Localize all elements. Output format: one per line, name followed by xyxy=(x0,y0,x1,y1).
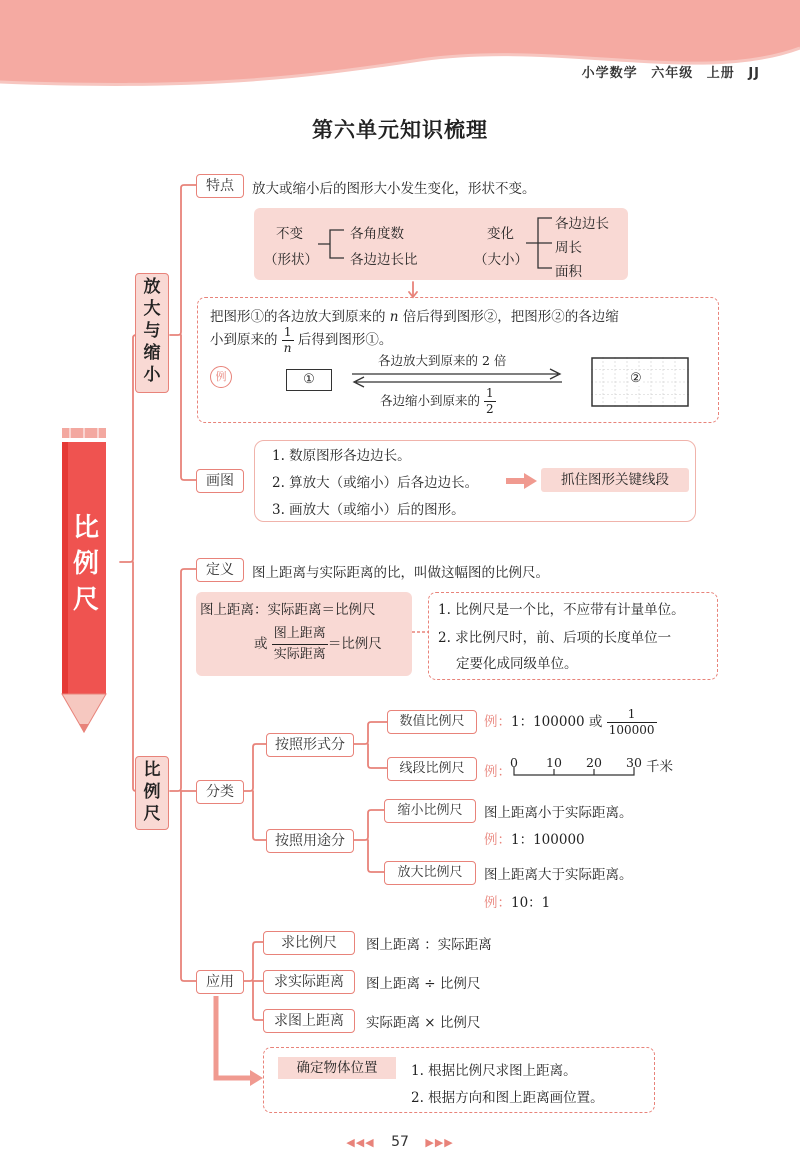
note-1: 1. 比例尺是一个比，不应带有计量单位。 xyxy=(438,602,685,618)
tick-30: 30 xyxy=(626,755,642,770)
formula-line-1: 图上距离：实际距离＝比例尺 xyxy=(200,602,376,618)
find-actual-distance-tag: 求实际距离 xyxy=(263,970,355,994)
page-number-value: 57 xyxy=(391,1134,409,1150)
reduce-scale-text: 图上距离小于实际距离。 xyxy=(484,805,633,821)
text: 小到原来的 xyxy=(210,332,278,348)
find-scale-tag: 求比例尺 xyxy=(263,931,355,955)
volume: 上册 xyxy=(706,66,735,81)
key-point-badge: 抓住图形关键线段 xyxy=(541,468,689,492)
text: 或 xyxy=(588,714,603,730)
changed-label: 变化 xyxy=(487,226,514,242)
text: 后得到图形①。 xyxy=(297,332,393,348)
text: 或 xyxy=(254,636,268,652)
bracket xyxy=(524,214,554,272)
label-char: 尺 xyxy=(143,804,161,824)
pencil-char-2: 例 xyxy=(72,549,99,579)
example-value: 10：1 xyxy=(511,895,551,911)
changed-item-3: 面积 xyxy=(555,264,582,280)
label-char: 例 xyxy=(143,782,161,802)
feature-text: 放大或缩小后的图形大小发生变化，形状不变。 xyxy=(252,181,536,197)
enlarge-scale-text: 图上距离大于实际距离。 xyxy=(484,867,633,883)
enlarge-scale-example xyxy=(484,891,550,911)
label-char: 放 xyxy=(143,277,161,297)
example-mark: 例 xyxy=(210,366,232,388)
section-scale-label xyxy=(135,756,169,830)
note-2b: 定要化成同级单位。 xyxy=(456,656,578,672)
label-char: 比 xyxy=(143,760,161,780)
draw-step-3: 3. 画放大（或缩小）后的图形。 xyxy=(272,502,465,518)
example-value: 1：100000 xyxy=(511,832,585,848)
draw-step-2: 2. 算放大（或缩小）后各边边长。 xyxy=(272,475,479,491)
position-badge: 确定物体位置 xyxy=(278,1057,396,1079)
changed-sub: （大小） xyxy=(474,252,528,268)
left-arrows-icon: ◀◀◀ xyxy=(346,1136,375,1149)
tick-0: 0 xyxy=(510,755,518,770)
example-mark: 例： xyxy=(484,832,511,848)
denominator: n xyxy=(283,341,292,355)
find-map-distance-tag: 求图上距离 xyxy=(263,1009,355,1033)
apply-tag: 应用 xyxy=(196,970,244,994)
edition: JJ xyxy=(748,66,760,81)
section-enlarge-reduce-label xyxy=(135,273,169,393)
example-line-1 xyxy=(210,305,619,325)
numerator: 图上距离 xyxy=(272,624,328,645)
numeric-example xyxy=(484,702,657,742)
enlarge-arrow-text: 各边放大到原来的 2 倍 xyxy=(378,353,507,368)
label-char: 小 xyxy=(143,365,161,385)
by-form-tag: 按照形式分 xyxy=(266,733,354,757)
bracket xyxy=(316,226,346,262)
right-arrows-icon: ▶▶▶ xyxy=(425,1136,454,1149)
example-mark: 例： xyxy=(484,714,511,730)
unchanged-item-1: 各角度数 xyxy=(350,226,404,242)
text: ＝比例尺 xyxy=(327,636,382,652)
label-char: 与 xyxy=(143,321,161,341)
shape-2: ② xyxy=(630,371,642,386)
line-scale-bar xyxy=(510,765,640,777)
text: 把图形①的各边放大到原来的 xyxy=(210,309,386,325)
example-line-2 xyxy=(210,325,392,356)
line-example-mark: 例： xyxy=(484,764,511,780)
shape-1: ① xyxy=(286,369,332,391)
pencil-char-3: 尺 xyxy=(72,585,99,615)
denominator: 100000 xyxy=(608,723,655,737)
example-mark: 例： xyxy=(484,895,511,911)
text: 各边缩小到原来的 xyxy=(380,393,481,408)
classify-tag: 分类 xyxy=(196,780,244,804)
ratio: 1：100000 xyxy=(511,714,585,730)
fraction xyxy=(484,386,496,417)
unchanged-label: 不变 xyxy=(276,226,303,242)
label-char: 大 xyxy=(143,299,161,319)
position-step-1: 1. 根据比例尺求图上距离。 xyxy=(411,1063,577,1079)
subject: 小学数学 xyxy=(581,66,638,81)
page-title: 第六单元知识梳理 xyxy=(312,118,488,142)
formula-line-2 xyxy=(254,624,382,665)
fraction xyxy=(282,325,294,356)
unchanged-item-2: 各边边长比 xyxy=(350,252,418,268)
label-char: 缩 xyxy=(143,343,161,363)
pencil-char-1: 比 xyxy=(72,513,99,543)
text: 倍后得到图形②，把图形②的各边缩 xyxy=(402,309,619,325)
reduce-scale-tag: 缩小比例尺 xyxy=(384,799,476,823)
position-step-2: 2. 根据方向和图上距离画位置。 xyxy=(411,1090,604,1106)
line-scale-unit: 千米 xyxy=(646,759,673,775)
unchanged-sub: （形状） xyxy=(264,252,318,268)
variable: n xyxy=(389,309,399,325)
line-scale-tag: 线段比例尺 xyxy=(387,757,477,781)
denominator: 2 xyxy=(486,402,494,416)
find-actual-distance-formula: 图上距离 ÷ 比例尺 xyxy=(366,976,481,992)
numerator: 1 xyxy=(607,707,657,723)
draw-tag: 画图 xyxy=(196,469,244,493)
numerator: 1 xyxy=(282,325,294,341)
thick-arrow-icon xyxy=(506,471,538,491)
find-map-distance-formula: 实际距离 × 比例尺 xyxy=(366,1015,481,1031)
definition-tag: 定义 xyxy=(196,558,244,582)
reduce-scale-example xyxy=(484,828,585,848)
tick-10: 10 xyxy=(546,755,562,770)
note-2a: 2. 求比例尺时，前、后项的长度单位一 xyxy=(438,630,672,646)
page-number xyxy=(0,1134,800,1150)
definition-text: 图上距离与实际距离的比，叫做这幅图的比例尺。 xyxy=(252,565,549,581)
numerator: 1 xyxy=(486,386,494,400)
enlarge-scale-tag: 放大比例尺 xyxy=(384,861,476,885)
grade: 六年级 xyxy=(651,66,694,81)
by-use-tag: 按照用途分 xyxy=(266,829,354,853)
reduce-arrow-text xyxy=(380,386,496,417)
changed-item-1: 各边边长 xyxy=(555,216,609,232)
changed-item-2: 周长 xyxy=(555,240,582,256)
numeric-scale-tag: 数值比例尺 xyxy=(387,710,477,734)
fraction xyxy=(607,707,657,738)
draw-step-1: 1. 数原图形各边边长。 xyxy=(272,448,411,464)
fraction xyxy=(272,624,328,665)
find-scale-formula: 图上距离 ：实际距离 xyxy=(366,937,492,953)
tick-20: 20 xyxy=(586,755,602,770)
feature-tag: 特点 xyxy=(196,174,244,198)
denominator: 实际距离 xyxy=(273,647,326,662)
